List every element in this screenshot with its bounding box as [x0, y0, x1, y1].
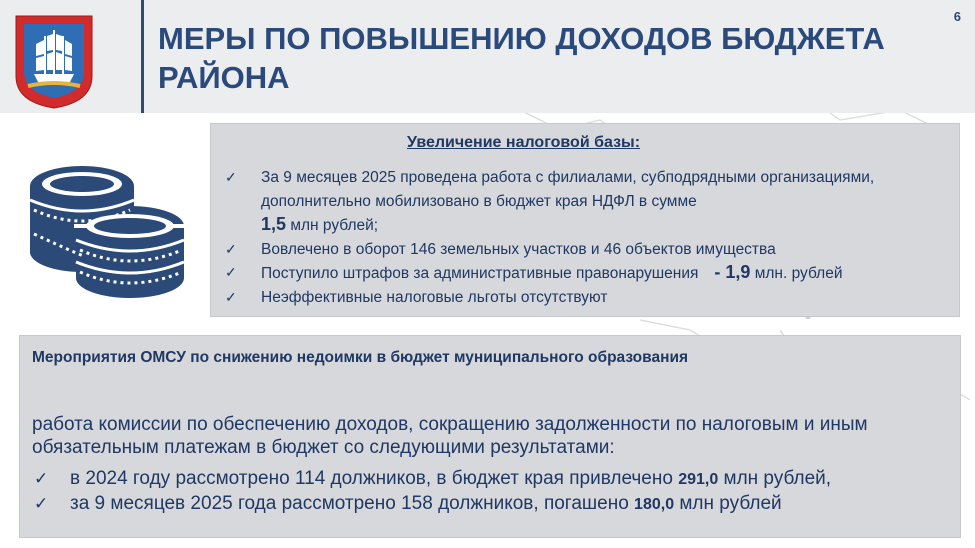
arrears-list	[32, 467, 952, 517]
list-item-text: За 9 месяцев 2025 проведена работа с филиалами, субподрядными организациями, дополнительно мобилизовано в бюджет края НДФЛ в сумме	[261, 169, 875, 210]
check-icon: ✓	[34, 469, 49, 488]
header-divider	[141, 0, 144, 113]
list-item	[225, 166, 945, 238]
list-item-unit: млн. рублей	[750, 265, 843, 282]
page-title-line1: МЕРЫ ПО ПОВЫШЕНИЮ ДОХОДОВ БЮДЖЕТА	[158, 21, 885, 56]
list-item-text: Вовлечено в оборот 146 земельных участков и 46 объектов имущества	[261, 240, 776, 258]
tax-base-heading	[407, 134, 640, 152]
list-item-amount: 180,0	[634, 496, 675, 513]
list-item-amount: - 1,9	[714, 262, 751, 282]
list-item-unit: млн рублей,	[718, 468, 832, 489]
list-item-text: Неэффективные налоговые льготы отсутствуют	[261, 288, 608, 306]
slide-number: 6	[953, 9, 961, 24]
list-item-unit: млн рублей;	[286, 217, 379, 234]
list-item	[225, 286, 945, 310]
list-item	[32, 492, 952, 517]
list-item-text: в 2024 году рассмотрено 114 должников, в бюджет края привлечено	[70, 468, 679, 489]
page-title-line2: РАЙОНА	[158, 60, 290, 95]
arrears-intro: работа комиссии по обеспечению доходов, сокращению задолженности по налоговым и иным обязательным платежам в бюджет со следующими результатами:	[32, 414, 868, 458]
tax-base-heading-text: Увеличение налоговой базы	[407, 134, 635, 151]
list-item-text: Поступило штрафов за административные правонарушения	[261, 265, 699, 282]
tax-base-heading-colon: :	[634, 134, 641, 151]
check-icon: ✓	[34, 494, 49, 513]
list-item	[225, 238, 945, 262]
check-icon: ✓	[225, 288, 237, 305]
list-item-amount: 1,5	[261, 214, 287, 234]
page-title	[158, 19, 948, 97]
list-item-text: за 9 месяцев 2025 года рассмотрено 158 должников, погашено	[70, 493, 635, 514]
arrears-heading: Мероприятия ОМСУ по снижению недоимки в бюджет муниципального образования	[32, 349, 689, 366]
coat-of-arms-emblem	[14, 14, 94, 110]
list-item-amount: 291,0	[678, 471, 719, 488]
coins-icon	[26, 160, 188, 298]
tax-base-panel	[210, 123, 960, 317]
list-item-unit: млн рублей	[674, 493, 782, 514]
list-item	[32, 467, 952, 492]
check-icon: ✓	[225, 240, 237, 257]
list-item	[225, 261, 945, 286]
arrears-panel	[19, 335, 961, 538]
check-icon: ✓	[225, 264, 237, 280]
tax-base-list	[225, 166, 945, 309]
check-icon: ✓	[225, 169, 237, 185]
